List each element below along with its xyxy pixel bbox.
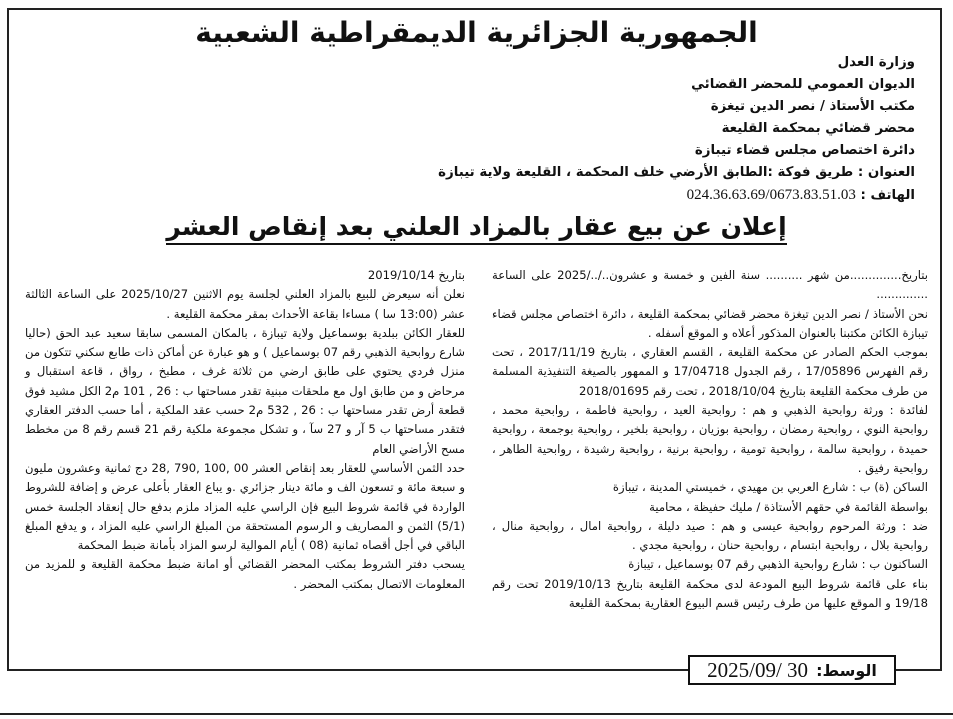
header-line-office: الديوان العمومي للمحضر القضائي — [691, 77, 915, 92]
left-text-column — [25, 266, 465, 594]
paragraph: نحن الأستاذ / نصر الدين تيغزة محضر قضائي بمحكمة القليعة ، دائرة اختصاص مجلس قضاء تيبازة الكائن مكتبنا بالعنوان المذكور أعلاه و الموقع أسفله . — [492, 306, 928, 340]
header-line-ministry: وزارة العدل — [837, 55, 915, 70]
header-line-court: محضر قضائي بمحكمة القليعة — [721, 121, 915, 136]
announcement-headline — [0, 212, 953, 241]
paragraph: لفائدة : ورثة روابحية الذهبي و هم : روابحية العيد ، روابحية فاطمة ، روابحية محمد ، روابحية النوي ، روابحية رمضان ، روابحية بوزيان ، روابحية بلخير ، روابحية بوجمعة ، روابحية حميدة ، روابحية سالمة ، روابحية تومية ، روابحية برنية ، روابحية رشيدة ، روابحية الطاهر ، روابحية رفيق . — [492, 403, 928, 475]
paragraph: للعقار الكائن ببلدية بوسماعيل ولاية تيبازة ، بالمكان المسمى سابقا سعيد عبد الحق (حاليا شارع روابحية الذهبي رقم 07 بوسماعيل ) و هو عبارة عن أماكن ذات طابع سكني تتكون من منزل فردي يحتوي على طابق ارضي من ثلاثة غرف ، مطبخ ، رواق ، قاعة استقبال و مرحاض و من طابق اول مع ملحقات مبنية تقدر مساحتها ب : 26 , 101 م2 الكل مشيد فوق قطعة أرض تقدر مساحتها ب : 26 , 532 م2 حسب عقد الملكية ، أما حسب الدفتر العقاري فتقدر مساحتها ب 5 آر و 27 سآ ، و تشكل مجموعة ملكية رقم 21 قسم رقم 8 من مخطط مسح الأراضي العام — [25, 325, 466, 456]
paragraph: حدد الثمن الأساسي للعقار بعد إنقاص العشر 00 ,100 ,790 ,28 دج ثمانية وعشرون مليون و سبعة مائة و تسعون الف و مائة دينار جزائري .و يباع العقار بأعلى عرض و إضافة للشروط الواردة في قائمة شروط البيع فإن الراسي عليه المزاد ملزم بدفع حال إنعقاد الجلسة خمس (5/1) الثمن و المصاريف و الرسوم المستحقة من المبلغ الراسي عليه المزاد ، و يدفع المبلغ الباقي في أجل أقصاه ثمانية (08 ) أيام الموالية لرسو المزاد بأمانة ضبط المحكمة — [25, 460, 466, 553]
paragraph: الساكنون ب : شارع روابحية الذهبي رقم 07 بوسماعيل ، تيبازة — [628, 557, 928, 572]
paragraph: بواسطة القائمة في حقهم الأستاذة / مليك حفيظة ، محامية — [649, 499, 928, 514]
publication-date: 2025/09/ 30 — [707, 657, 809, 682]
bailiff-header — [355, 52, 915, 207]
paragraph: بناء على قائمة شروط البيع المودعة لدى محكمة القليعة بتاريخ 2019/10/13 تحت رقم 19/18 و الموقع عليها من طرف رئيس قسم البيوع العقارية بمحكمة القليعة — [492, 576, 928, 611]
header-line-jurisdiction: دائرة اختصاص مجلس قضاء تيبازة — [694, 143, 915, 158]
header-phone — [355, 184, 915, 207]
bottom-divider — [0, 713, 953, 715]
paragraph: ضد : ورثة المرحوم روابحية عيسى و هم : صيد دليلة ، روابحية امال ، روابحية منال ، روابحية بلال ، روابحية ابتسام ، روابحية حنان ، روابحية مجدي . — [492, 518, 928, 553]
newspaper-label: الوسط: — [816, 660, 877, 680]
phone-label: الهاتف : — [860, 188, 915, 203]
phone-number: 024.36.63.69/0673.83.51.03 — [686, 187, 856, 203]
paragraph: بتاريخ..............من شهر .......... سنة الفين و خمسة و عشرون../../2025 على الساعة .............. — [492, 268, 928, 302]
paragraph: نعلن أنه سيعرض للبيع بالمزاد العلني لجلسة يوم الاثنين 2025/10/27 على الساعة الثالثة عشر (13:00 سا ) مساءا بقاعة الأحداث بمقر محكمة القليعة . — [25, 287, 465, 321]
paragraph: بموجب الحكم الصادر عن محكمة القليعة ، القسم العقاري ، بتاريخ 2017/11/19 ، تحت رقم الفهرس 17/05896 ، رقم الجدول 17/04718 و الممهور بالصيغة التنفيذية المسلمة من طرف محكمة القليعة بتاريخ 2018/10/04 ، تحت رقم 2018/01695 — [492, 345, 928, 398]
publication-date-box — [688, 655, 896, 685]
paragraph: بتاريخ 2019/10/14 — [367, 268, 465, 282]
page-title: الجمهورية الجزائرية الديمقراطية الشعبية — [195, 16, 758, 49]
headline-text: إعلان عن بيع عقار بالمزاد العلني بعد إنقاص العشر — [166, 212, 786, 245]
paragraph: يسحب دفتر الشروط بمكتب المحضر القضائي أو امانة ضبط محكمة القليعة و للمزيد من المعلومات الاتصال بمكتب المحضر . — [25, 557, 465, 591]
header-line-bailiff-name: مكتب الأستاذ / نصر الدين تيغزة — [710, 99, 915, 114]
paragraph: الساكن (ة) ب : شارع العربي بن مهيدي ، خميستي المدينة ، تيبازة — [612, 480, 928, 495]
header-line-address: العنوان : طريق فوكة :الطابق الأرضي خلف المحكمة ، القليعة ولاية تيبازة — [438, 165, 915, 180]
right-text-column — [492, 266, 928, 613]
